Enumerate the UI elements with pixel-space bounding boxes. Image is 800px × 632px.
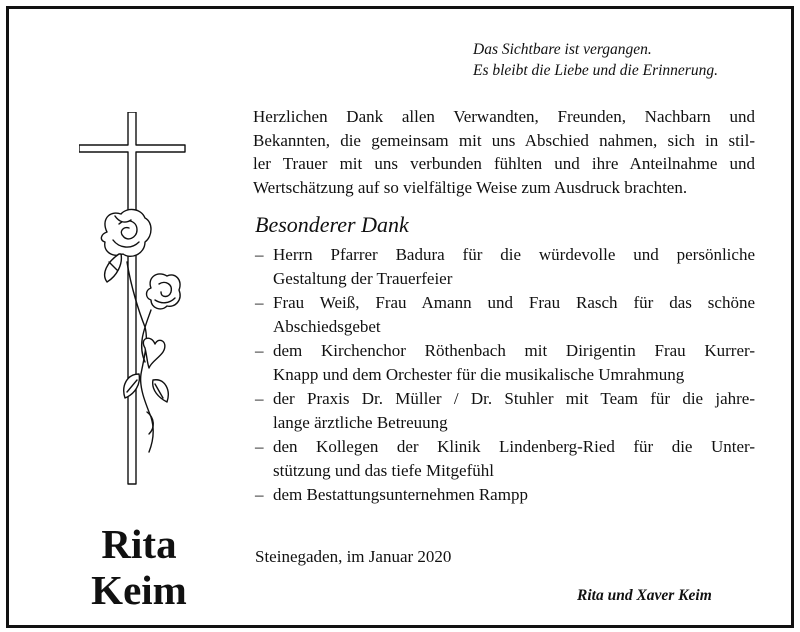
list-item-line: stützung und das tiefe Mitgefühl [273,461,494,480]
special-thanks-list [253,243,755,507]
place-and-date: Steinegaden, im Januar 2020 [255,547,452,566]
special-thanks-heading: Besonderer Dank [255,212,409,237]
dash-bullet: – [255,485,264,504]
list-item [253,291,755,339]
list-item-line: der Praxis Dr. Müller / Dr. Stuhler mit Team für die jahre- [273,389,755,408]
deceased-last-name: Keim [91,567,187,613]
list-item-line: Herrn Pfarrer Badura für die würdevolle und persönliche [273,245,755,264]
list-item-line: dem Kirchenchor Röthenbach mit Dirigentin Frau Kurrer- [273,341,755,360]
thank-you-paragraph [253,105,755,199]
list-item-line: Gestaltung der Trauerfeier [273,269,453,288]
list-item [253,243,755,291]
paragraph-line: Wertschätzung auf so vielfältige Weise zum Ausdruck brachten. [253,177,688,197]
list-item [253,483,755,507]
dash-bullet: – [255,293,264,312]
list-item [253,387,755,435]
list-item [253,339,755,387]
dash-bullet: – [255,437,264,456]
cross-with-roses-icon [79,112,189,492]
paragraph-line: ler Trauer mit uns verbunden fühlten und ihre Anteilnahme und [253,154,755,173]
paragraph-line: Herzlichen Dank allen Verwandten, Freunden, Nachbarn und [253,107,755,126]
epigraph-quote [473,39,718,81]
list-item-line: lange ärztliche Betreuung [273,413,448,432]
list-item [253,435,755,483]
obituary-card [6,6,794,628]
dash-bullet: – [255,245,264,264]
list-item-line: Knapp und dem Orchester für die musikalische Umrahmung [273,365,685,384]
list-item-line: Abschiedsgebet [273,317,381,336]
list-item-line: den Kollegen der Klinik Lindenberg-Ried für die Unter- [273,437,755,456]
list-item-line: Frau Weiß, Frau Amann und Frau Rasch für das schöne [273,293,755,312]
signature: Rita und Xaver Keim [577,587,712,604]
paragraph-line: Bekannten, die gemeinsam mit uns Abschied nahmen, sich in stil- [253,130,755,150]
quote-line-2: Es bleibt die Liebe und die Erinnerung. [473,62,718,79]
quote-line-1: Das Sichtbare ist vergangen. [473,41,652,58]
dash-bullet: – [255,389,264,408]
list-item-line: dem Bestattungsunternehmen Rampp [273,485,528,504]
dash-bullet: – [255,341,264,360]
deceased-first-name: Rita [101,521,177,567]
